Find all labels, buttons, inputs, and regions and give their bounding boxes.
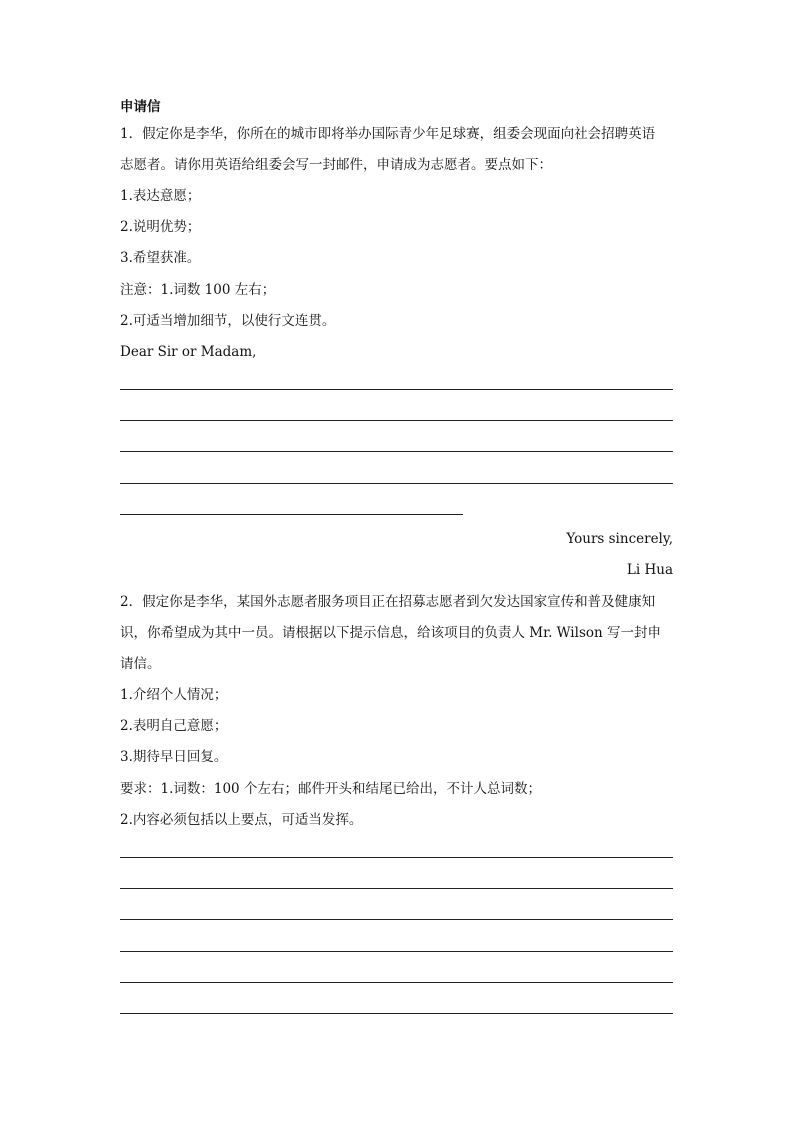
q1-answer-line[interactable]	[120, 483, 673, 484]
q1-closing: Yours sincerely,	[566, 531, 673, 547]
q2-point-1: 1.介绍个人情况；	[120, 687, 228, 703]
q1-note-1: 注意：1.词数 100 左右；	[120, 282, 276, 298]
q2-line1: 2．假定你是李华，某国外志愿者服务项目正在招募志愿者到欠发达国家宣传和普及健康知	[120, 594, 656, 610]
q2-answer-line[interactable]	[120, 982, 673, 983]
q1-answer-line[interactable]	[120, 389, 673, 390]
q2-answer-line[interactable]	[120, 888, 673, 889]
q2-answer-line[interactable]	[120, 919, 673, 920]
q1-answer-line[interactable]	[120, 514, 463, 515]
q1-salutation: Dear Sir or Madam,	[120, 344, 257, 360]
q2-line3: 请信。	[120, 656, 161, 672]
q1-point-1: 1.表达意愿；	[120, 188, 201, 204]
q1-answer-line[interactable]	[120, 451, 673, 452]
q1-answer-line[interactable]	[120, 420, 673, 421]
q2-answer-line[interactable]	[120, 951, 673, 952]
q1-line2: 志愿者。请你用英语给组委会写一封邮件，申请成为志愿者。要点如下：	[120, 157, 552, 173]
q1-point-3: 3.希望获准。	[120, 250, 201, 266]
q1-note-2: 2.可适当增加细节，以使行文连贯。	[120, 313, 336, 329]
q2-answer-line[interactable]	[120, 857, 673, 858]
q2-point-3: 3.期待早日回复。	[120, 749, 228, 765]
section-title: 申请信	[120, 99, 161, 115]
q2-line2: 识，你希望成为其中一员。请根据以下提示信息，给该项目的负责人 Mr. Wilson 写一封申	[120, 625, 661, 641]
q2-answer-line[interactable]	[120, 1013, 673, 1014]
q2-point-2: 2.表明自己意愿；	[120, 718, 228, 734]
q2-requirement-1: 要求：1.词数：100 个左右；邮件开头和结尾已给出，不计人总词数；	[120, 781, 541, 797]
q1-signature: Li Hua	[626, 562, 673, 578]
q1-line1: 1．假定你是李华，你所在的城市即将举办国际青少年足球赛，组委会现面向社会招聘英语	[120, 126, 656, 142]
q2-requirement-2: 2.内容必须包括以上要点，可适当发挥。	[120, 812, 363, 828]
q1-point-2: 2.说明优势；	[120, 219, 201, 235]
